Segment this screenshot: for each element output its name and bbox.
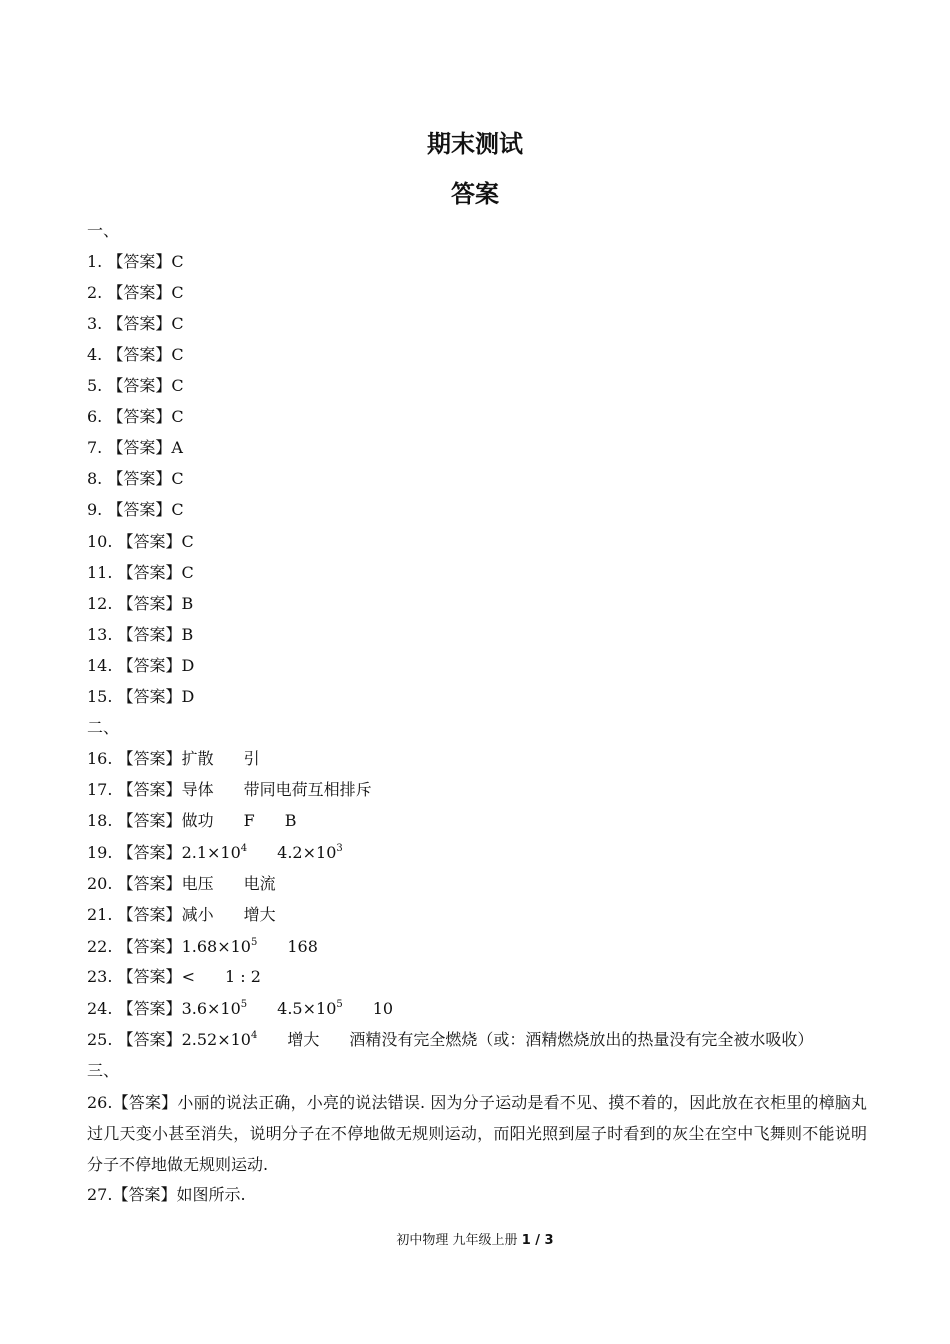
answer-label: 【答案】 xyxy=(117,1030,182,1049)
answer-blank-2: F xyxy=(243,811,255,830)
answer-blank-2: 引 xyxy=(243,749,260,768)
answer-blank-2: 电流 xyxy=(243,874,276,893)
answer-line-5 xyxy=(87,376,184,396)
answer-text: 【答案】C xyxy=(107,469,184,488)
page-number: 1 / 3 xyxy=(521,1233,554,1248)
answer-text: 【答案】A xyxy=(107,438,183,457)
question-number: 8. xyxy=(87,469,103,488)
question-number: 18. xyxy=(87,811,113,830)
exponent: 5 xyxy=(250,937,258,948)
answer-blank-2: 168 xyxy=(287,937,318,956)
answer-blank-1: 导体 xyxy=(181,780,214,799)
answer-line-25 xyxy=(87,1030,813,1050)
footer-text: 初中物理 九年级上册 xyxy=(396,1233,518,1248)
page-footer xyxy=(0,1229,950,1248)
answer-label: 【答案】 xyxy=(117,843,182,862)
question-number: 19. xyxy=(87,843,113,862)
answer-line-24 xyxy=(87,999,393,1019)
answer-text: 【答案】C xyxy=(107,500,184,519)
question-number: 15. xyxy=(87,687,113,706)
exponent: 5 xyxy=(336,999,343,1010)
answer-label: 【答案】 xyxy=(117,967,182,986)
answer-text: 【答案】C xyxy=(117,532,194,551)
question-number: 3. xyxy=(87,314,103,333)
answer-blank-1: 减小 xyxy=(181,905,214,924)
answer-blank-2: 增大 xyxy=(287,1030,320,1049)
answer-line-4 xyxy=(87,345,184,365)
question-number: 11. xyxy=(87,563,113,582)
question-number: 21. xyxy=(87,905,113,924)
question-number: 24. xyxy=(87,999,113,1018)
answer-text: 【答案】B xyxy=(117,594,194,613)
answer-text: 【答案】C xyxy=(107,407,184,426)
answer-line-20 xyxy=(87,874,276,894)
question-number: 12. xyxy=(87,594,113,613)
answer-line-11 xyxy=(87,563,194,583)
answer-line-14 xyxy=(87,656,194,676)
answer-blank-1: < xyxy=(181,967,195,986)
question-number: 25. xyxy=(87,1030,113,1049)
answer-line-2 xyxy=(87,283,184,303)
answer-label: 【答案】 xyxy=(117,937,182,956)
page-title: 期末测试 xyxy=(427,130,523,158)
question-number: 9. xyxy=(87,500,103,519)
answer-blank-1: 3.6×10 xyxy=(181,999,241,1018)
question-number: 13. xyxy=(87,625,113,644)
answer-line-3 xyxy=(87,314,184,334)
answer-line-12 xyxy=(87,594,193,614)
answer-blank-2: 带同电荷互相排斥 xyxy=(243,780,372,799)
answer-label: 【答案】 xyxy=(117,874,182,893)
answer-label: 【答案】 xyxy=(117,999,182,1018)
answer-text: 【答案】C xyxy=(117,563,194,582)
answer-blank-1: 1.68×10 xyxy=(181,937,251,956)
question-number: 2. xyxy=(87,283,103,302)
answer-blank-2: 4.2×10 xyxy=(277,843,337,862)
answer-line-9 xyxy=(87,500,184,520)
answer-line-6 xyxy=(87,407,184,427)
answer-line-19 xyxy=(87,843,343,863)
page-subtitle: 答案 xyxy=(451,180,499,208)
answer-line-23 xyxy=(87,967,261,987)
answer-blank-1: 2.52×10 xyxy=(181,1030,251,1049)
question-number: 17. xyxy=(87,780,113,799)
answer-line-1 xyxy=(87,252,184,272)
answer-blank-3: 10 xyxy=(372,999,394,1018)
answer-line-17 xyxy=(87,780,372,800)
question-number: 14. xyxy=(87,656,113,675)
question-number: 23. xyxy=(87,967,113,986)
answer-text: 【答案】D xyxy=(117,656,195,675)
answer-text: 【答案】C xyxy=(107,314,184,333)
section-heading-1: 一、 xyxy=(87,221,120,240)
answer-line-21 xyxy=(87,905,276,925)
question-number: 16. xyxy=(87,749,113,768)
answer-blank-2: 增大 xyxy=(243,905,276,924)
answer-line-13 xyxy=(87,625,193,645)
answer-line-18 xyxy=(87,811,296,831)
answer-paragraph-26: 26.【答案】小丽的说法正确，小亮的说法错误. 因为分子运动是看不见、摸不着的，因此放在衣柜里的樟脑丸过几天变小甚至消失，说明分子在不停地做无规则运动，而阳光照到屋子时看到的灰尘在空中飞舞则不能说明分子不停地做无规则运动. xyxy=(87,1093,867,1174)
answer-label: 【答案】 xyxy=(117,749,182,768)
answer-text: 【答案】B xyxy=(117,625,194,644)
answer-label: 【答案】 xyxy=(117,811,182,830)
answer-blank-1: 做功 xyxy=(181,811,214,830)
answer-blank-1: 电压 xyxy=(181,874,214,893)
question-number: 1. xyxy=(87,252,103,271)
answer-line-15 xyxy=(87,687,194,707)
answer-blank-3: B xyxy=(284,811,297,830)
answer-text: 【答案】C xyxy=(107,252,184,271)
answer-line-10 xyxy=(87,532,194,552)
section-heading-3: 三、 xyxy=(87,1061,120,1080)
answer-line-7 xyxy=(87,438,183,458)
exponent: 4 xyxy=(250,1030,258,1041)
exponent: 4 xyxy=(240,843,248,854)
answer-blank-1: 扩散 xyxy=(181,749,214,768)
exponent: 3 xyxy=(336,843,343,854)
answer-blank-3: 酒精没有完全燃烧（或：酒精燃烧放出的热量没有完全被水吸收） xyxy=(349,1030,814,1049)
question-number: 22. xyxy=(87,937,113,956)
question-number: 7. xyxy=(87,438,103,457)
question-number: 6. xyxy=(87,407,103,426)
answer-line-22 xyxy=(87,937,318,957)
answer-line-27: 27.【答案】如图所示. xyxy=(87,1185,246,1204)
answer-label: 【答案】 xyxy=(117,780,182,799)
answer-label: 【答案】 xyxy=(117,905,182,924)
exponent: 5 xyxy=(240,999,248,1010)
answer-blank-1: 2.1×10 xyxy=(181,843,241,862)
question-number: 5. xyxy=(87,376,103,395)
answer-text: 【答案】C xyxy=(107,376,184,395)
answer-text: 【答案】C xyxy=(107,345,184,364)
answer-blank-2: 4.5×10 xyxy=(277,999,337,1018)
question-number: 10. xyxy=(87,532,113,551)
answer-line-8 xyxy=(87,469,184,489)
section-heading-2: 二、 xyxy=(87,718,120,737)
answer-text: 【答案】D xyxy=(117,687,195,706)
answer-text: 【答案】C xyxy=(107,283,184,302)
question-number: 4. xyxy=(87,345,103,364)
question-number: 20. xyxy=(87,874,113,893)
answer-line-16 xyxy=(87,749,260,769)
answer-blank-2: 1 : 2 xyxy=(224,967,261,986)
